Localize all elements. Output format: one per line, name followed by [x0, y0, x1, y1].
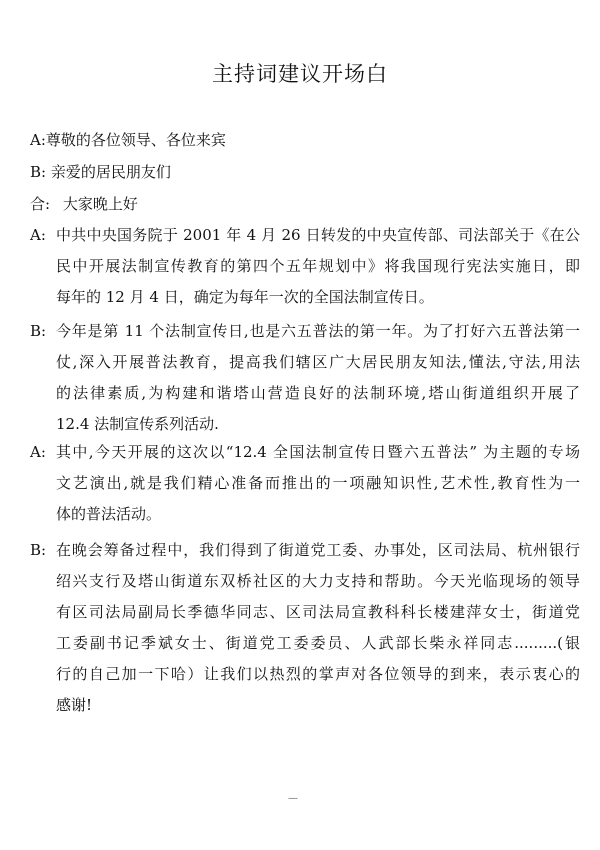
- text-line: 仗,深入开展普法教育，提高我们辖区广大居民朋友知法,懂法,守法,用法: [56, 353, 580, 371]
- paragraph-2: [30, 321, 580, 445]
- text-line: 在晚会筹备过程中，我们得到了街道党工委、办事处，区司法局、杭州银行: [56, 541, 580, 559]
- text-line: 感谢!: [56, 696, 93, 714]
- text-line: 民中开展法制宣传教育的第四个五年规划中》将我国现行宪法实施日，即: [56, 257, 580, 275]
- paragraph-text: [56, 225, 580, 318]
- text-line: 文艺演出,就是我们精心准备而推出的一项融知识性,艺术性,教育性为一: [56, 474, 580, 492]
- paragraph-1: [30, 225, 580, 320]
- speaker-label: 合:: [30, 195, 51, 213]
- speaker-label: B:: [30, 541, 47, 559]
- paragraph-4: [30, 540, 580, 730]
- paragraph-text: [56, 442, 580, 535]
- opener-text: 亲爱的居民朋友们: [50, 163, 171, 181]
- opener-line-together: [30, 194, 138, 214]
- opener-text: 尊敬的各位领导、各位来宾: [45, 131, 226, 149]
- text-line: 今年是第 11 个法制宣传日,也是六五普法的第一年。为了打好六五普法第一: [56, 322, 580, 340]
- page-footer-mark: —: [288, 793, 298, 804]
- speaker-label: B:: [30, 163, 47, 181]
- speaker-label: A:: [30, 131, 46, 149]
- text-line: 的法律素质,为构建和谐塔山营造良好的法制环境,塔山街道组织开展了: [56, 384, 580, 402]
- text-line: 体的普法活动。: [56, 505, 162, 523]
- opener-text: 大家晚上好: [62, 195, 138, 213]
- speaker-label: B:: [30, 322, 47, 340]
- text-line: 行的自己加一下哈）让我们以热烈的掌声对各位领导的到来，表示衷心的: [56, 665, 580, 683]
- text-line: 中共中央国务院于 2001 年 4 月 26 日转发的中央宣传部、司法部关于《在公: [56, 226, 580, 244]
- paragraph-3: [30, 442, 580, 537]
- paragraph-text: [56, 321, 580, 445]
- speaker-label: A:: [30, 226, 46, 244]
- paragraph-text: [56, 540, 580, 726]
- text-line: 12.4 法制宣传系列活动.: [56, 415, 219, 433]
- opener-line-a: [30, 130, 226, 150]
- text-line: 有区司法局副局长季德华同志、区司法局宣教科科长楼建萍女士，街道党: [56, 603, 580, 621]
- text-line: 其中,今天开展的这次以“12.4 全国法制宣传日暨六五普法” 为主题的专场: [56, 443, 580, 461]
- text-line: 每年的 12 月 4 日，确定为每年一次的全国法制宣传日。: [56, 288, 434, 306]
- opener-line-b: [30, 162, 171, 182]
- text-line: 绍兴支行及塔山街道东双桥社区的大力支持和帮助。今天光临现场的领导: [56, 572, 580, 590]
- text-line: 工委副书记季斌女士、街道党工委委员、人武部长柴永祥同志.........(银: [56, 634, 580, 652]
- page-title: 主持词建议开场白: [212, 62, 388, 86]
- speaker-label: A:: [30, 443, 46, 461]
